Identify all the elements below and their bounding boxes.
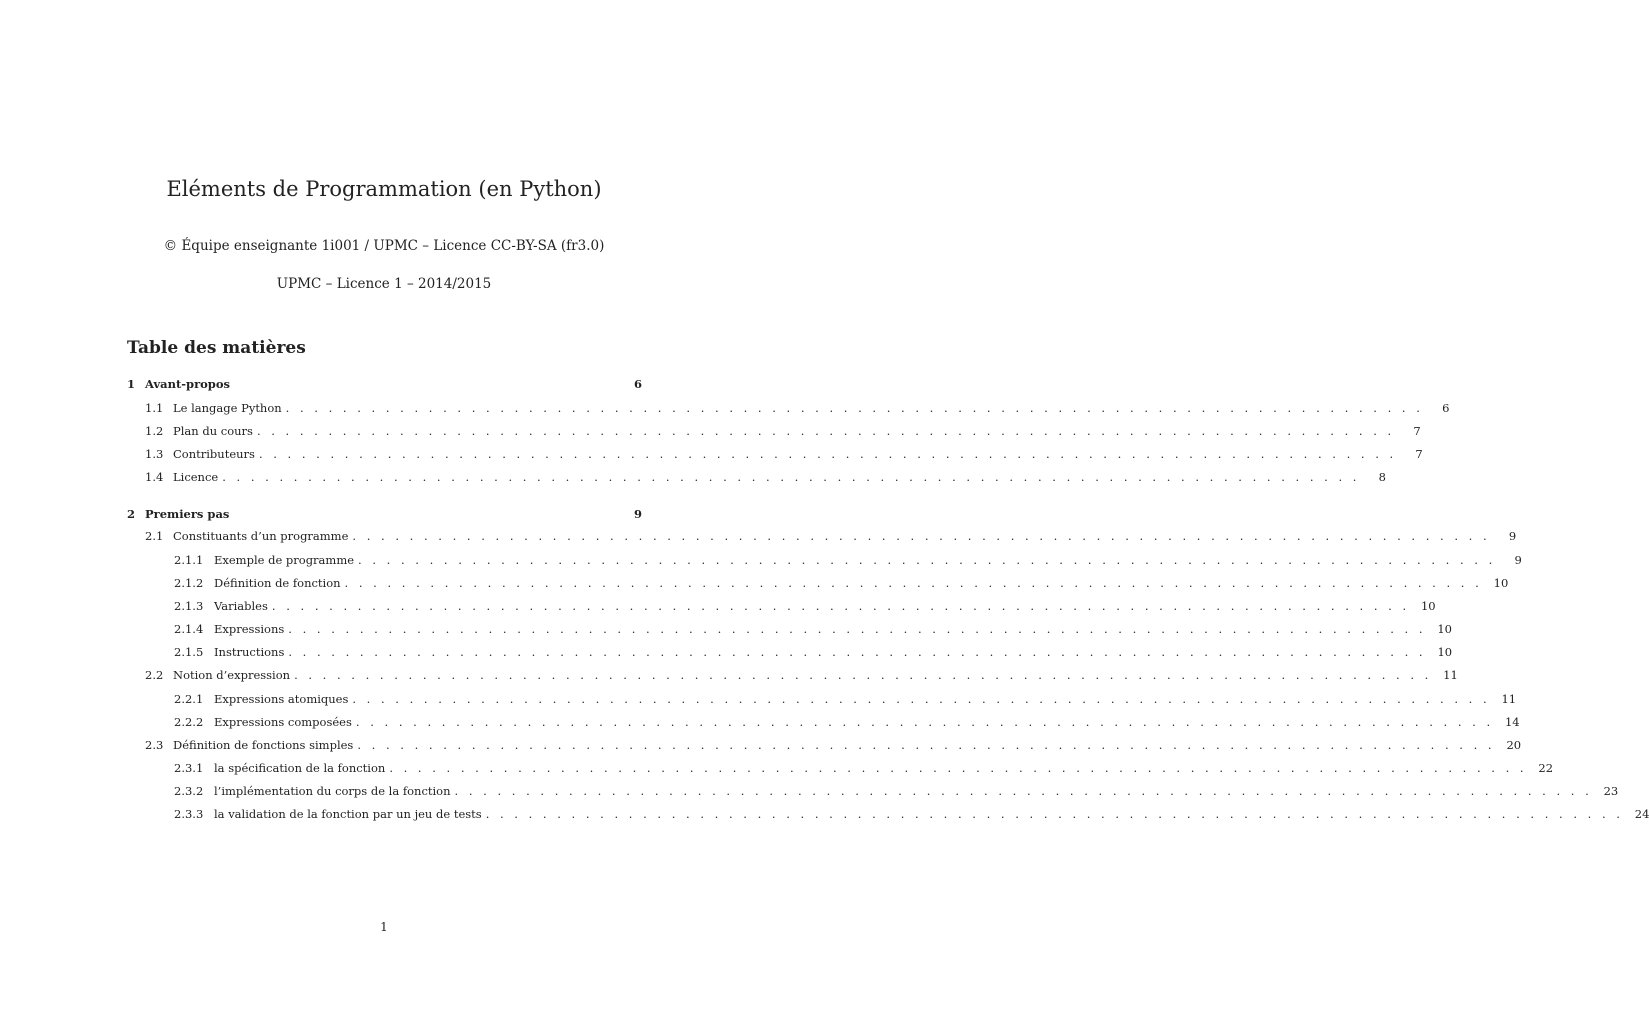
toc-leader-dots: . . . . . . . . . . . . . . . . . . . . . . . . . . . . . . . . . . . . . . . . . . . . . . . . . . . . . . . . . . . . . . . . . . . . . . . . . . . . . . . .: [258, 447, 1397, 461]
toc-leader-dots: . . . . . . . . . . . . . . . . . . . . . . . . . . . . . . . . . . . . . . . . . . . . . . . . . . . . . . . . . . . . . . . . . . . . . . . . . . . . . . . .: [344, 576, 1483, 590]
toc-label: Expressions: [214, 622, 285, 636]
toc-page: 10: [1437, 645, 1453, 659]
toc-leader-dots: . . . . . . . . . . . . . . . . . . . . . . . . . . . . . . . . . . . . . . . . . . . . . . . . . . . . . . . . . . . . . . . . . . . . . . . . . . . . . . . .: [271, 599, 1410, 613]
toc-page: 24: [1634, 807, 1649, 821]
toc-subsection-2-2-2[interactable]: [174, 713, 1520, 731]
toc-leader-dots: . . . . . . . . . . . . . . . . . . . . . . . . . . . . . . . . . . . . . . . . . . . . . . . . . . . . . . . . . . . . . . . . . . . . . . . . . . . . . . . .: [256, 424, 1395, 438]
toc-section-1-2[interactable]: [145, 422, 1421, 440]
toc-subsection-2-1-1[interactable]: [174, 551, 1522, 569]
toc-page: 10: [1420, 599, 1436, 613]
toc-number: 2.1.3: [174, 599, 204, 613]
toc-label: Constituants d’un programme: [173, 529, 349, 543]
toc-leader-dots: . . . . . . . . . . . . . . . . . . . . . . . . . . . . . . . . . . . . . . . . . . . . . . . . . . . . . . . . . . . . . . . . . . . . . . . . . . . . . . . .: [355, 715, 1494, 729]
toc-number: 2.1.2: [174, 576, 204, 590]
toc-number: 2.3: [145, 738, 164, 752]
toc-section-1-3[interactable]: [145, 445, 1423, 463]
toc-label: Variables: [214, 599, 268, 613]
toc-leader-dots: . . . . . . . . . . . . . . . . . . . . . . . . . . . . . . . . . . . . . . . . . . . . . . . . . . . . . . . . . . . . . . . . . . . . . . . . . . . . . . . .: [352, 529, 1491, 543]
toc-number: 2.1.5: [174, 645, 204, 659]
toc-label: Premiers pas: [145, 507, 230, 521]
toc-label: la validation de la fonction par un jeu de tests: [214, 807, 482, 821]
toc-section-1-4[interactable]: [145, 468, 1386, 486]
toc-chapter-2[interactable]: [127, 505, 642, 523]
toc-leader-dots: . . . . . . . . . . . . . . . . . . . . . . . . . . . . . . . . . . . . . . . . . . . . . . . . . . . . . . . . . . . . . . . . . . . . . . . . . . . . . . . .: [288, 622, 1426, 636]
toc-page: 11: [1443, 668, 1458, 682]
toc-subsection-2-1-5[interactable]: [174, 643, 1453, 661]
toc-number: 2.2.1: [174, 692, 204, 706]
document-title: Eléments de Programmation (en Python): [166, 177, 602, 201]
toc-number: 2.2.2: [174, 715, 204, 729]
toc-page: 8: [1378, 470, 1386, 484]
toc-number: 2.1: [145, 529, 164, 543]
toc-number: 2.3.1: [174, 761, 204, 775]
toc-leader-dots: . . . . . . . . . . . . . . . . . . . . . . . . . . . . . . . . . . . . . . . . . . . . . . . . . . . . . . . . . . . . . . . . . . . . . . . . . . . . . . . .: [222, 470, 1360, 484]
toc-page: 14: [1504, 715, 1520, 729]
toc-label: Expressions composées: [214, 715, 352, 729]
toc-page: 22: [1538, 761, 1554, 775]
toc-subsection-2-1-2[interactable]: [174, 574, 1509, 592]
toc-subsection-2-3-3[interactable]: [174, 805, 1649, 823]
toc-number: 1.2: [145, 424, 164, 438]
toc-label: Exemple de programme: [214, 553, 355, 567]
toc-page: 20: [1506, 738, 1522, 752]
toc-number: 2.1.1: [174, 553, 204, 567]
toc-leader-dots: . . . . . . . . . . . . . . . . . . . . . . . . . . . . . . . . . . . . . . . . . . . . . . . . . . . . . . . . . . . . . . . . . . . . . . . . . . . . . . . .: [352, 692, 1491, 706]
toc-leader-dots: . . . . . . . . . . . . . . . . . . . . . . . . . . . . . . . . . . . . . . . . . . . . . . . . . . . . . . . . . . . . . . . . . . . . . . . . . . . . . . . .: [485, 807, 1624, 821]
toc-number: 1.1: [145, 401, 164, 415]
toc-label: Définition de fonctions simples: [173, 738, 354, 752]
page-number: 1: [380, 920, 388, 934]
toc-label: Instructions: [214, 645, 285, 659]
toc-number: 2.3.3: [174, 807, 204, 821]
toc-number: 2: [127, 507, 136, 521]
toc-leader-dots: . . . . . . . . . . . . . . . . . . . . . . . . . . . . . . . . . . . . . . . . . . . . . . . . . . . . . . . . . . . . . . . . . . . . . . . . . . . . . . . .: [358, 553, 1496, 567]
toc-page: 6: [1442, 401, 1450, 415]
toc-page: 9: [1508, 529, 1517, 543]
toc-leader-dots: . . . . . . . . . . . . . . . . . . . . . . . . . . . . . . . . . . . . . . . . . . . . . . . . . . . . . . . . . . . . . . . . . . . . . . . . . . . . . . . .: [389, 761, 1528, 775]
toc-leader-dots: . . . . . . . . . . . . . . . . . . . . . . . . . . . . . . . . . . . . . . . . . . . . . . . . . . . . . . . . . . . . . . . . . . . . . . . . . . . . . . . .: [285, 401, 1424, 415]
toc-page: 10: [1437, 622, 1452, 636]
toc-leader-dots: . . . . . . . . . . . . . . . . . . . . . . . . . . . . . . . . . . . . . . . . . . . . . . . . . . . . . . . . . . . . . . . . . . . . . . . . . . . . . . . .: [357, 738, 1496, 752]
toc-page: 7: [1415, 447, 1423, 461]
toc-section-2-3[interactable]: [145, 736, 1522, 754]
toc-page: 9: [1514, 553, 1522, 567]
toc-label: Le langage Python: [173, 401, 282, 415]
toc-leader-dots: . . . . . . . . . . . . . . . . . . . . . . . . . . . . . . . . . . . . . . . . . . . . . . . . . . . . . . . . . . . . . . . . . . . . . . . . . . . . . . . .: [288, 645, 1427, 659]
toc-chapter-1[interactable]: [127, 375, 642, 393]
toc-section-1-1[interactable]: [145, 399, 1450, 417]
toc-label: Expressions atomiques: [214, 692, 349, 706]
toc-label: Avant-propos: [145, 377, 230, 391]
author-line: © Équipe enseignante 1i001 / UPMC – Licence CC-BY-SA (fr3.0): [163, 238, 605, 254]
toc-label: Définition de fonction: [214, 576, 341, 590]
toc-subsection-2-2-1[interactable]: [174, 690, 1517, 708]
toc-page: 10: [1493, 576, 1509, 590]
toc-page: 23: [1603, 784, 1619, 798]
toc-label: la spécification de la fonction: [214, 761, 386, 775]
toc-page: 6: [633, 377, 642, 391]
toc-subsection-2-1-3[interactable]: [174, 597, 1436, 615]
toc-page: 7: [1413, 424, 1421, 438]
toc-number: 2.1.4: [174, 622, 204, 636]
toc-page: 9: [633, 507, 642, 521]
toc-label: Notion d’expression: [173, 668, 291, 682]
toc-number: 1.3: [145, 447, 164, 461]
toc-page: 11: [1501, 692, 1517, 706]
toc-subsection-2-3-2[interactable]: [174, 782, 1619, 800]
toc-heading: Table des matières: [127, 338, 306, 358]
toc-number: 1.4: [145, 470, 164, 484]
toc-number: 2.3.2: [174, 784, 204, 798]
toc-leader-dots: . . . . . . . . . . . . . . . . . . . . . . . . . . . . . . . . . . . . . . . . . . . . . . . . . . . . . . . . . . . . . . . . . . . . . . . . . . . . . . . .: [454, 784, 1593, 798]
toc-label: Licence: [173, 470, 219, 484]
toc-subsection-2-3-1[interactable]: [174, 759, 1554, 777]
date-line: UPMC – Licence 1 – 2014/2015: [276, 276, 492, 292]
toc-label: l’implémentation du corps de la fonction: [214, 784, 451, 798]
toc-label: Contributeurs: [173, 447, 255, 461]
toc-label: Plan du cours: [173, 424, 253, 438]
toc-number: 1: [127, 377, 136, 391]
toc-section-2-2[interactable]: [145, 666, 1458, 684]
toc-leader-dots: . . . . . . . . . . . . . . . . . . . . . . . . . . . . . . . . . . . . . . . . . . . . . . . . . . . . . . . . . . . . . . . . . . . . . . . . . . . . . . . .: [294, 668, 1432, 682]
toc-number: 2.2: [145, 668, 164, 682]
toc-section-2-1[interactable]: [145, 527, 1517, 545]
toc-subsection-2-1-4[interactable]: [174, 620, 1452, 638]
